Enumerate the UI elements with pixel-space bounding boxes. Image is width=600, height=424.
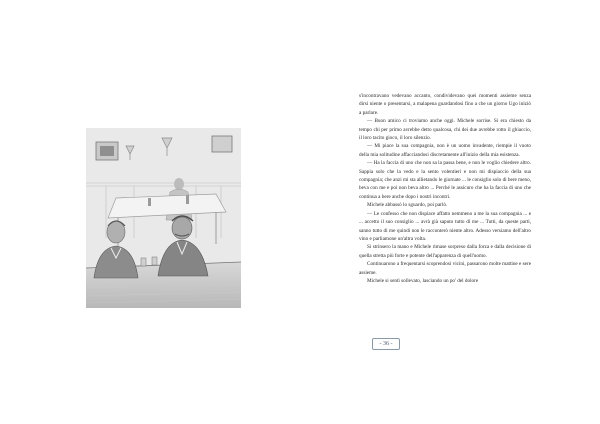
paragraph: Continuarono a frequentarsi scoprendosi vicini, passarono molte mattine e sere assieme.: [359, 261, 531, 276]
paragraph: — Buon amico ci troviamo anche oggi. Michele sorrise. Si era chiesto da tempo chi per primo avrebbe detto qualcosa, chi dei due avrebbe rotto il ghiaccio, il loro tacito gioco, il loro silenzio.: [359, 118, 531, 142]
pencil-drawing-icon: [86, 128, 241, 308]
tavern-illustration: [86, 128, 241, 308]
paragraph: Michele abbassò lo sguardo, poi parlò.: [367, 202, 448, 209]
paragraph: — Le confesso che non dispiace affatto nemmeno a me la sua compagnia ... e ... accetto il suo consiglio ... avrà già saputo tutto di me ... Tutti, da queste parti, sanno tutto di me quindi non le racconterò niente altro. Adesso versiamo dell'altro vino e parliamone un'altra volta.: [359, 210, 531, 242]
paragraph: Si strinsero la mano e Michele rimase sorpreso dalla forza e dalla decisione di quella stretta più forte e potente dell'apparenza di quell'uomo.: [359, 244, 531, 259]
text-column: [359, 92, 531, 285]
paragraph: — Ha la faccia di uno che non sa la passa bene, e non le voglio chiedere altro. Sappia solo che la vedo e la sento volentieri e non mi dispiaccio della sua compagnia; che anzi mi sta allietando le giornate ... le consiglio solo di bere meno, beva con me e poi non beva altro ... Perché le assicuro che ha la faccia di uno che continua a bere anche dopo i nostri incontri.: [359, 160, 531, 200]
page-number: - 36 -: [372, 338, 400, 350]
paragraph: Michele si sentì sollevato, lasciando un po' del dolore: [367, 277, 479, 284]
paragraph: — Mi piace la sua compagnia, non è un uomo invadente, riempie il vuoto della mia solitudine affacciandosi discretamente all'inizio della mia esistenza.: [359, 143, 531, 158]
paragraph: s'incontravano vedevano accanto, condividevano quei momenti assieme senza dirsi niente o presentarsi, a malapena guardandosi fino a che un giorno Ugo iniziò a parlare.: [359, 93, 531, 116]
